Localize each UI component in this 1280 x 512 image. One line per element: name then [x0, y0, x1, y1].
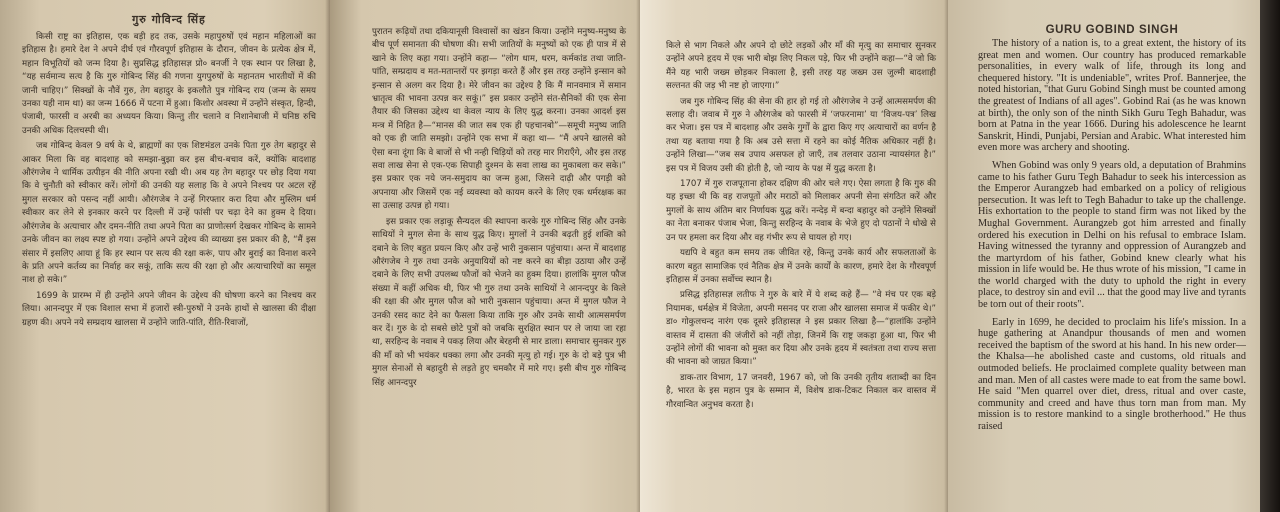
- hindi-paragraph: डाक-तार विभाग, 17 जनवरी, 1967 को, जो कि उनकी तृतीय शताब्दी का दिन है, भारत के इस महान पुत्र के सम्मान में, विशेष डाक-टिकट निकाल कर वास्तव में गौरवान्वित अनुभव करता है।: [666, 372, 936, 410]
- hindi-paragraph: 1707 में गुरु राजपूताना होकर दक्षिण की ओर चले गए। ऐसा लगता है कि गुरु की यह इच्छा थी कि वह राजपूतों और मराठों को मिलाकर अपनी सेना संगठित करें और मुगलों के साथ अंतिम बार निर्णायक युद्ध करें। नन्देड़ में बन्दा बहादुर को उन्होंने सिक्खों का नेता बनाकर पंजाब भेजा, किन्तु सरहिन्द के नवाब के भेजे हुए दो पठानों ने धोखे से उन पर हमला कर दिया और वह गंभीर रूप से घायल हो गए।: [666, 179, 936, 243]
- english-page: [948, 0, 1260, 512]
- english-paragraph: Early in 1699, he decided to proclaim his life's mission. In a huge gathering at Anandpur thousands of men and women received the baptism of the sword at his hand. In his new order—the Khalsa—he abolished caste and customs, old rituals and outmoded beliefs. He proclaimed complete quality between man and man. Men of all castes were made to eat from the same bowl. He said "Men quarrel over diet, dress, ritual and over caste, community and creed and have thus torn man from man. My mission is to restore mankind to a single brotherhood." He thus raised: [978, 316, 1246, 432]
- hindi-page-2: [330, 0, 640, 512]
- english-paragraph: When Gobind was only 9 years old, a deputation of Brahmins came to his father Guru Tegh Bahadur to seek his intercession as the Emperor Aurangzeb had embarked on a policy of religious persecution. It was left to Tegh Bahadur to take up the challenge. His exhortation to the people to stand firm was not liked by the Mughal Government. Aurangzeb got him arrested and finally ordered his execution in Delhi on his refusal to embrace Islam. Having witnessed the tyranny and oppression of Aurangzeb and the martyrdom of his father, Gobind knew clearly what his mission in life would be. He thus wrote of his mission, "I came in the world charged with the duty to uphold the right in every place, to destroy sin and evil ... that the good may live and tyrants be torn out of their roots".: [978, 159, 1246, 311]
- hindi-page-1: [0, 0, 330, 512]
- hindi-paragraph: किसी राष्ट्र का इतिहास, एक बड़ी हद तक, उसके महापुरुषों एवं महान महिलाओं का इतिहास है। हमारे देश ने अपने दीर्घ एवं गौरवपूर्ण इतिहास के दौरान, जीवन के प्रत्येक क्षेत्र में, महान विभूतियों को जन्म दिया है। सुप्रसिद्ध इतिहासज्ञ प्रो० बनर्जी ने एक स्थान पर लिखा है, “यह सर्वमान्य सत्य है कि गुरु गोबिन्द सिंह की गणना युगपुरुषों के महानतम भारतीयों में की जानी चाहिए।” सिक्खों के नौवें गुरु, तेग बहादुर के इकलौते पुत्र गोबिन्द राय (जन्म के समय उनका यही नाम था) का जन्म 1666 में पटना में हुआ। किशोर अवस्था में उन्होंने संस्कृत, हिन्दी, पंजाबी, फारसी व अरबी का अध्ययन किया। किन्तु तीर चलाने व निशानेबाजी में घनिष्ठ रुचि उनकी अधिक दिलचस्पी थी।: [22, 32, 316, 136]
- hindi-paragraph: जब गुरु गोबिन्द सिंह की सेना की हार हो गई तो औरंगजेब ने उन्हें आत्मसमर्पण की सलाह दी। जवाब में गुरु ने औरंगजेब को फारसी में ‘जफरनामा’ या ‘विजय-पत्र’ लिख कर भेजा। इस पत्र में बादशाह और उसके गुर्गों के द्वारा किए गए अत्याचारों का वर्णन है तथा यह बताया गया है कि अब उसे सत्ता में रहने का कोई नैतिक अधिकार नहीं है। उन्होंने लिखा—“जब सब उपाय असफल हो जाएँ, तब तलवार उठाना न्यायसंगत है।” इस पत्र में विजय उसी की होती है, जो न्याय के पक्ष में युद्ध करता है।: [666, 96, 936, 174]
- hindi-paragraph: इस प्रकार एक लड़ाकू सैन्यदल की स्थापना करके गुरु गोबिन्द सिंह और उनके साथियों ने मुगल सेना के साथ युद्ध किए। मुगलों ने उनकी बढ़ती हुई शक्ति को दबाने के लिए बहुत प्रयत्न किए और उन्हें भारी नुकसान पहुंचाया। अन्त में बादशाह औरंगजेब ने गुरु तथा उनके अनुयायियों को नष्ट करने का बीड़ा उठाया और उन्हें दबाने के लिए सभी उपलब्ध फौजों को भेजने का हुक्म दिया। हालांकि मुगल फौज संख्या में कहीं अधिक थी, फिर भी गुरु तथा उनके साथियों ने आनन्दपुर के किले की रक्षा की और मुगल फौज को भारी नुकसान पहुंचाया। अन्त में मुगल फौज ने उनकी रसद काट देने का फैसला किया ताकि गुरु और उनके साथी आत्मसमर्पण कर दें। गुरु के दो सबसे छोटे पुत्रों को जबकि सुरक्षित स्थान पर ले जाया जा रहा था, सरहिन्द के नवाब ने पकड़ लिया और बेरहमी से मार डाला। समाचार सुनकर गुरु की माँ को भी भयंकर धक्का लगा और उनकी मृत्यु हो गई। गुरु के दो बड़े पुत्र भी मुगल सेनाओं से बहादुरी से लड़ते हुए चमकौर में मारे गए। इसी बीच गुरु गोबिन्द सिंह आनन्दपुर: [372, 216, 626, 388]
- book-cover-edge: [1260, 0, 1280, 512]
- english-title: GURU GOBIND SINGH: [1045, 24, 1179, 36]
- hindi-paragraph: किले से भाग निकले और अपने दो छोटे लड़कों और माँ की मृत्यु का समाचार सुनकर उन्होंने अपने हृदय में एक भारी बोझ लिए निकल पड़े, फिर भी उन्होंने कहा—“वे जो कि मैंने यह भारी जख्म छोड़कर निकाला है, इसी तरह यह जख्म उस जुल्मी बादशाही सल्तनत की जड़ भी नष्ट हो जाएगा।”: [666, 41, 936, 92]
- hindi-paragraph: यद्यपि वे बहुत कम समय तक जीवित रहे, किन्तु उनके कार्य और सफलताओं के कारण बहुत सामाजिक एवं नैतिक क्षेत्र में उनके कार्यों के कारण, हमारे देश के गौरवपूर्ण इतिहास में उनका सर्वोच्च स्थान है।: [666, 248, 936, 285]
- hindi-paragraph: प्रसिद्ध इतिहासज्ञ लतीफ ने गुरु के बारे में ये शब्द कहे हैं— “वे मंच पर एक बड़े नियामक, धर्मक्षेत्र में विजेता, अपनी मसनद पर राजा और खालसा समाज में फकीर थे।” डा० गोकुलचन्द नारंग एक दूसरे इतिहासज्ञ ने इस प्रकार लिखा है—“हालांकि उन्होंने वास्तव में दासता की जंजीरों को नहीं तोड़ा, जिनमें कि राष्ट्र जकड़ा हुआ था, फिर भी उन्होंने लोगों की भावना को मुक्त कर दिया और उनके हृदय में स्वतंत्रता तथा राज्य सत्ता की भावना को जाग्रत किया।”: [666, 290, 936, 368]
- hindi-title: गुरु गोविन्द सिंह: [132, 13, 206, 26]
- hindi-page-3: [640, 0, 948, 512]
- hindi-paragraph: पुरातन रूढ़ियों तथा दकियानूसी विश्वासों का खंडन किया। उन्होंने मनुष्य-मनुष्य के बीच पूर्ण समानता की घोषणा की। सभी जातियों के मनुष्यों को एक ही पात्र में से खाने के लिए कहा गया। उन्होंने कहा— “लोग धाम, धरम, कर्मकांड तथा जाति-पांति, सम्प्रदाय व मत-मतान्तरों पर झगड़ा करते हैं और इस तरह उन्होंने इन्सान को इन्सान से अलग कर दिया है। मेरे जीवन का उद्देश्य है कि मैं मानवमात्र में समान भ्रातृत्व की भावना उत्पन्न कर सकूं।” इस प्रकार उन्होंने संत-सैनिकों की एक सेना तैयार की जिसका उद्देश्य था केवल न्याय के लिए युद्ध करना। उनका आदर्श इस मन्त्र में निहित है—“मानस की जात सब एक ही पहचानबो”—समूची मनुष्य जाति को एक ही जाति समझो। उन्होंने एक सभा में कहा था— “मैं अपने खालसे को ऐसा बना दूंगा कि वे बाजों से भी नन्ही चिड़ियों को तरह मार गिराएँगे, और इस तरह सवा लाख सेना से एक-एक सिपाही दुश्मन के सवा लाख का मुकाबला कर सके।” इस प्रकार एक नये जन-समुदाय का जन्म हुआ, जिसने दाढ़ी और पगड़ी को अपनाया और जिसमें एक नई व्यवस्था को कायम करने के लिए एक धर्मरक्षक का सा उत्साह उत्पन्न हो गया।: [372, 27, 626, 212]
- hindi-paragraph: जब गोबिन्द केवल 9 वर्ष के थे, ब्राह्मणों का एक शिष्टमंडल उनके पिता गुरु तेग बहादुर से आकर मिला कि वह बादशाह को समझा-बुझा कर इस बीच-बचाव करें, क्योंकि बादशाह औरंगजेब ने धार्मिक उत्पीड़न की नीति अपना रखी थी। अब यह तेग बहादुर पर छोड़ दिया गया कि वे चुनौती को स्वीकार करें। लोगों की उनकी यह सलाह कि वे अपने निश्चय पर अटल रहें मुगल सरकार को पसन्द नहीं आयी। औरंगजेब ने उन्हें गिरफ्तार करा दिया और मुस्लिम धर्म स्वीकार कर लेने से इनकार करने पर दिल्ली में उन्हें फांसी पर चढ़ा देने का हुक्म दे दिया। औरंगजेब के अत्याचार और दमन-नीति तथा अपने पिता का प्राणोत्सर्ग देखकर गोबिन्द के सामने उनके जीवन का लक्ष्य स्पष्ट हो गया। उन्होंने अपने उद्देश्य की व्याख्या इस प्रकार की है, “मैं इस संसार में इसलिए आया हूं कि हर स्थान पर सत्य की रक्षा करूं, पाप और बुराई का विनाश करने के प्रति अपने कर्तव्य का निर्वाह कर सकूं, ताकि सत्य की रक्षा हो और अत्याचारियों का समूल नाश हो सके।”: [22, 141, 316, 286]
- english-paragraph: The history of a nation is, to a great extent, the history of its great men and women. Our country has produced remarkable personalities, in every walk of life, through its long and chequered history. "It is undeniable", writes Prof. Bannerjee, the noted historian, "that Guru Gobind Singh must be counted among the greatest of Indians of all ages". Gobind Rai (as he was known at birth), the only son of the ninth Sikh Guru Tegh Bahadur, was born at Patna in the year 1666. During his adolescence he learnt Sanskrit, Hindi, Punjabi, Persian and Arabic. What interested him even more was archery and shooting.: [978, 38, 1246, 154]
- hindi-paragraph: 1699 के प्रारम्भ में ही उन्होंने अपने जीवन के उद्देश्य की घोषणा करने का निश्चय कर लिया। आनन्दपुर में एक विशाल सभा में हजारों स्त्री-पुरुषों ने उनके हाथों से खालसा की दीक्षा ग्रहण की। अपने नये सम्प्रदाय खालसा में उन्होंने जाति-पांति, रीति-रिवाजों,: [22, 290, 316, 328]
